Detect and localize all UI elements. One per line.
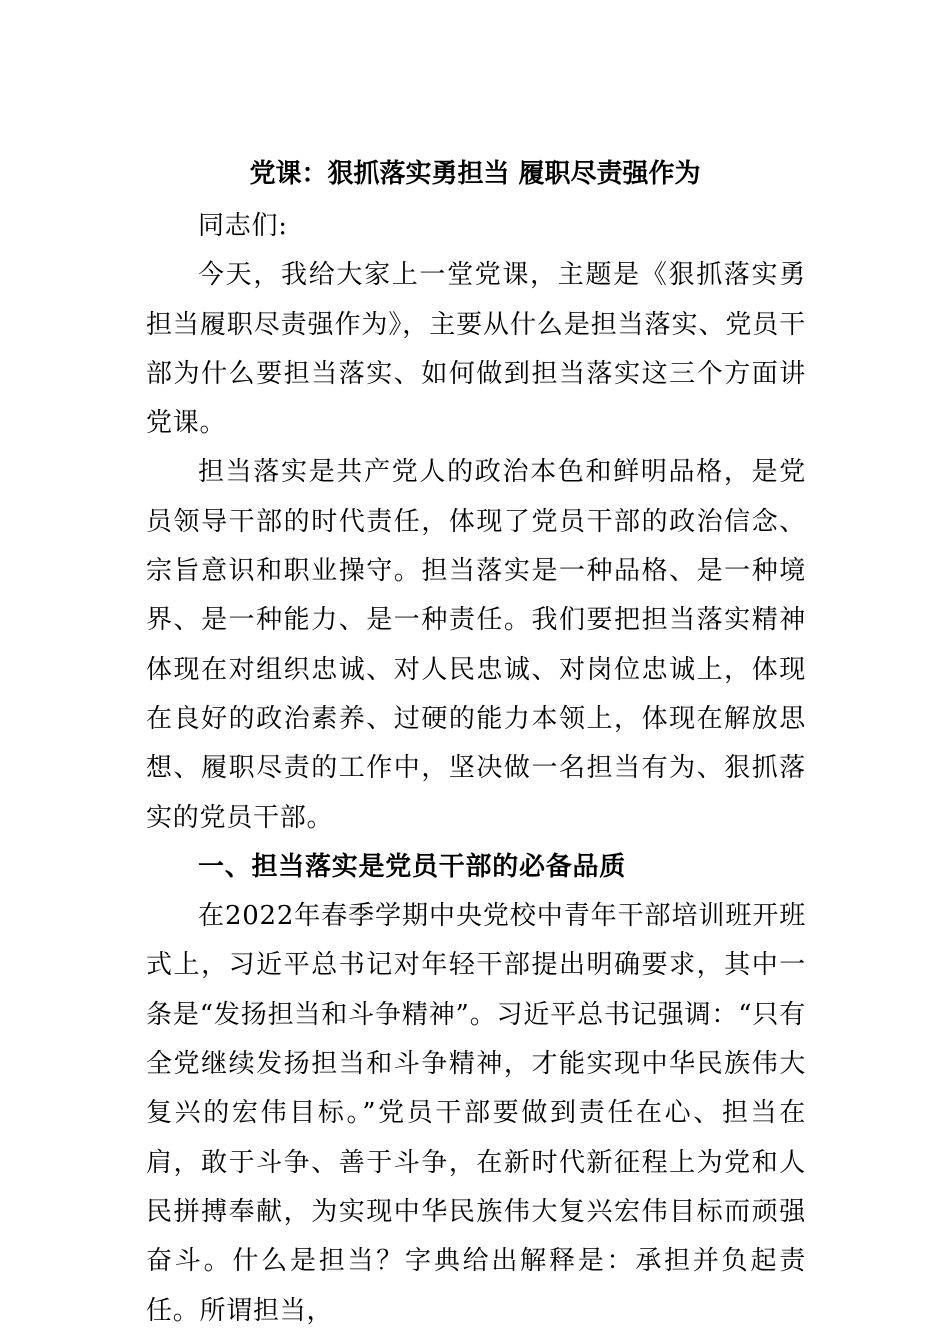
- section-paragraph: 在2022年春季学期中央党校中青年干部培训班开班式上，习近平总书记对年轻干部提出明确要求，其中一条是“发扬担当和斗争精神”。习近平总书记强调：“只有全党继续发扬担当和斗争精神，才能实现中华民族伟大复兴的宏伟目标。”党员干部要做到责任在心、担当在肩，敢于斗争、善于斗争，在新时代新征程上为党和人民拼搏奉献，为实现中华民族伟大复兴宏伟目标而顽强奋斗。什么是担当？字典给出解释是：承担并负起责任。所谓担当，: [146, 901, 806, 1326]
- intro-paragraph: 今天，我给大家上一堂党课，主题是《狠抓落实勇担当履职尽责强作为》，主要从什么是担当落实、党员干部为什么要担当落实、如何做到担当落实这三个方面讲党课。: [146, 260, 806, 439]
- salutation: 同志们:: [198, 211, 288, 241]
- section-heading: 一、担当落实是党员干部的必备品质: [198, 851, 627, 882]
- body-paragraph: 担当落实是共产党人的政治本色和鲜明品格，是党员领导干部的时代责任，体现了党员干部的政治信念、宗旨意识和职业操守。担当落实是一种品格、是一种境界、是一种能力、是一种责任。我们要把担当落实精神体现在对组织忠诚、对人民忠诚、对岗位忠诚上，体现在良好的政治素养、过硬的能力本领上，体现在解放思想、履职尽责的工作中，坚决做一名担当有为、狠抓落实的党员干部。: [146, 457, 806, 833]
- document-body: [146, 202, 806, 1336]
- document-title: 党课：狠抓落实勇担当 履职尽责强作为: [249, 159, 701, 189]
